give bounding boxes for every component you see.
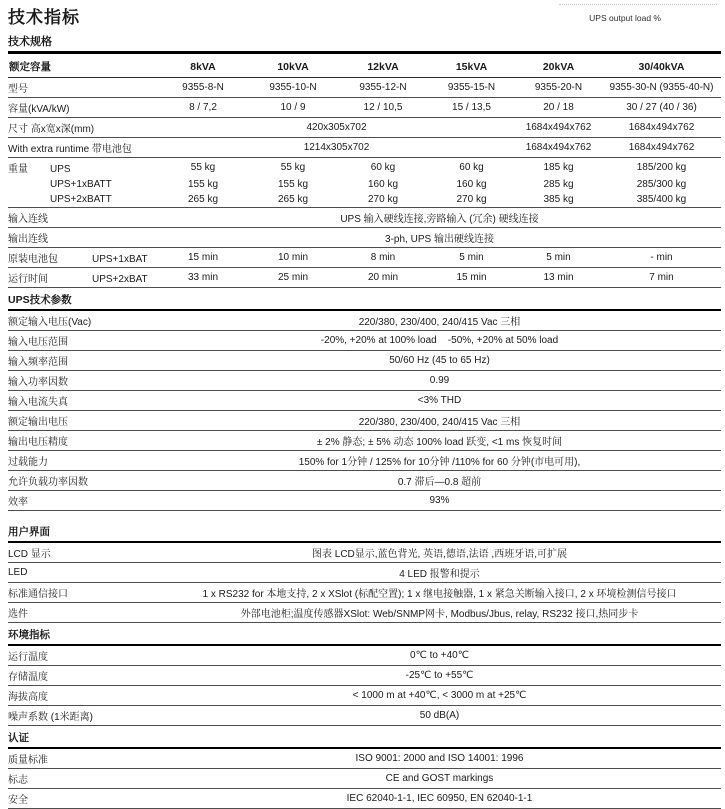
spec-value-cell: UPS 输入硬线连接,旁路输入 (冗余) 硬线连接	[158, 208, 721, 228]
spec-value-cell: 图表 LCD显示,蓝色背光, 英语,德语,法语 ,西班牙语,可扩展	[158, 542, 721, 563]
row-label-text: 存储温度	[8, 672, 48, 683]
spec-value-cell: 1684x494x762	[602, 138, 721, 158]
row-label	[8, 268, 158, 288]
spec-row	[8, 177, 721, 192]
spec-value-cell: -25℃ to +55℃	[158, 666, 721, 686]
spec-row	[8, 228, 721, 248]
spec-row	[8, 583, 721, 603]
spec-value-cell: 220/380, 230/400, 240/415 Vac 三相	[158, 411, 721, 431]
spec-row	[8, 542, 721, 563]
spec-value-cell: 12kVA	[338, 56, 428, 78]
row-label	[8, 769, 158, 789]
spec-value-cell: 15kVA	[428, 56, 515, 78]
row-label	[8, 248, 158, 268]
spec-row	[8, 748, 721, 769]
spec-value-cell: 外部电池柜;温度传感器XSlot: Web/SNMP网卡, Modbus/Jbus, relay, RS232 接口,热同步卡	[158, 603, 721, 623]
spec-value-cell: 8 min	[338, 248, 428, 268]
spec-value-cell: 160 kg	[456, 179, 487, 190]
spec-value-cell: 1684x494x762	[515, 118, 602, 138]
row-label-text: 尺寸 高x宽x深(mm)	[8, 124, 95, 135]
row-label	[8, 583, 158, 603]
spec-row	[8, 118, 721, 138]
spec-value-cell: 3-ph, UPS 输出硬线连接	[158, 228, 721, 248]
row-label-text: 额定输入电压(Vac)	[8, 317, 92, 328]
spec-value-cell: 5 min	[515, 248, 602, 268]
spec-value-cell: < 1000 m at +40℃, < 3000 m at +25℃	[158, 686, 721, 706]
row-sublabel-text: UPS+1xBATT	[50, 179, 112, 190]
row-label	[8, 351, 158, 371]
spec-value-cell: 15 min	[428, 268, 515, 288]
row-label	[8, 471, 158, 491]
spec-value-cell: 50 dB(A)	[158, 706, 721, 726]
spec-value-cell: 7 min	[602, 268, 721, 288]
spec-row	[8, 158, 721, 178]
spec-value-cell: 150% for 1分钟 / 125% for 10分钟 /110% for 60 分钟(市电可用),	[158, 451, 721, 471]
spec-row	[8, 371, 721, 391]
spec-value-cell: 20 min	[338, 268, 428, 288]
row-label	[8, 666, 158, 686]
spec-value-cell: 5 min	[428, 248, 515, 268]
spec-value-cell: CE and GOST markings	[158, 769, 721, 789]
row-label-text: 型号	[8, 84, 28, 95]
row-label-text: 输出电压精度	[8, 437, 68, 448]
row-label	[8, 563, 158, 583]
spec-value-cell: 60 kg	[459, 162, 484, 173]
spec-row	[8, 208, 721, 228]
spec-value-cell: 155 kg	[277, 179, 309, 190]
section-title: UPS技术参数	[8, 288, 721, 311]
row-label-text: 噪声系数 (1米距离)	[8, 712, 93, 723]
row-label	[8, 118, 158, 138]
row-label	[8, 789, 158, 809]
spec-value-cell: 185/200 kg	[636, 162, 687, 173]
spec-value-cell: 9355-10-N	[248, 78, 338, 98]
row-label-text: 标志	[8, 775, 28, 786]
spec-value-cell: 15 min	[158, 248, 248, 268]
row-label	[8, 177, 158, 192]
spec-row	[8, 603, 721, 623]
row-label-text: 输入连线	[8, 214, 48, 225]
section-title: 认证	[8, 726, 721, 749]
spec-value-cell: 0℃ to +40℃	[158, 645, 721, 666]
spec-value-cell: 420x305x702	[158, 118, 515, 138]
spec-value-cell: 1684x494x762	[515, 138, 602, 158]
row-label	[8, 748, 158, 769]
chart-remnant-dotted-line	[559, 4, 717, 5]
row-label	[8, 228, 158, 248]
row-label	[8, 192, 158, 208]
spec-value-cell: 93%	[158, 491, 721, 511]
spec-row	[8, 563, 721, 583]
spec-row	[8, 471, 721, 491]
spec-value-cell: 285 kg	[543, 179, 574, 190]
spec-value-cell: ± 2% 静态; ± 5% 动态 100% load 跃变, <1 ms 恢复时间	[158, 431, 721, 451]
row-label	[8, 310, 158, 331]
spec-value-cell: 1684x494x762	[602, 118, 721, 138]
row-label-text: 输入功率因数	[8, 377, 68, 388]
spec-value-cell: 1 x RS232 for 本地支持, 2 x XSlot (标配空置); 1 x 继电接触器, 1 x 紧急关断输入接口, 2 x 环境检测信号接口	[158, 583, 721, 603]
row-label	[8, 411, 158, 431]
spec-value-cell: 220/380, 230/400, 240/415 Vac 三相	[158, 310, 721, 331]
spec-value-cell: <3% THD	[158, 391, 721, 411]
spec-value-cell: 285/300 kg	[636, 179, 687, 190]
row-label	[8, 138, 158, 158]
spec-value-cell: 270 kg	[338, 192, 428, 208]
row-label-text: 海拔高度	[8, 692, 48, 703]
row-label	[8, 98, 158, 118]
row-label-text: 原装电池包	[8, 254, 58, 265]
spec-row	[8, 310, 721, 331]
row-label-text: 输入电流失真	[8, 397, 68, 408]
spec-value-cell: 12 / 10,5	[338, 98, 428, 118]
row-label-text: 效率	[8, 497, 28, 508]
row-label-text: 输入频率范围	[8, 357, 68, 368]
spec-value-cell: 10 min	[248, 248, 338, 268]
row-label-text: 允许负载功率因数	[8, 477, 88, 488]
spec-value-cell: 50/60 Hz (45 to 65 Hz)	[158, 351, 721, 371]
spec-row	[8, 268, 721, 288]
section-header-row	[8, 511, 721, 543]
spec-value-cell: - min	[602, 248, 721, 268]
row-label-text: LCD 显示	[8, 549, 51, 560]
spec-value-cell: 155 kg	[187, 179, 219, 190]
spec-row	[8, 391, 721, 411]
row-label	[8, 158, 158, 178]
spec-row	[8, 78, 721, 98]
spec-table	[8, 56, 721, 809]
spec-value-cell: 8kVA	[158, 56, 248, 78]
spec-value-cell: 0.99	[158, 371, 721, 391]
row-label-text: 运行温度	[8, 652, 48, 663]
row-label-text: 质量标准	[8, 755, 48, 766]
row-label-text: LED	[8, 567, 28, 578]
spec-value-cell: 30 / 27 (40 / 36)	[602, 98, 721, 118]
spec-value-cell: 10kVA	[248, 56, 338, 78]
row-label	[8, 542, 158, 563]
spec-row	[8, 706, 721, 726]
row-label-text: 额定输出电压	[8, 417, 68, 428]
spec-value-cell: 160 kg	[367, 179, 399, 190]
row-label	[8, 491, 158, 511]
section-title: 用户界面	[8, 511, 721, 543]
row-label	[8, 645, 158, 666]
ups-output-load-note: UPS output load %	[589, 13, 661, 23]
spec-row	[8, 351, 721, 371]
spec-value-cell: ISO 9001: 2000 and ISO 14001: 1996	[158, 748, 721, 769]
section-header-row	[8, 623, 721, 646]
page-subtitle: 技术规格	[8, 33, 721, 54]
row-label	[8, 686, 158, 706]
section-header-row	[8, 726, 721, 749]
row-label	[8, 331, 158, 351]
spec-value-cell: 13 min	[515, 268, 602, 288]
row-label-text: 重量	[8, 164, 28, 175]
row-label	[8, 56, 158, 78]
spec-row	[8, 331, 721, 351]
spec-value-cell: 20 / 18	[515, 98, 602, 118]
spec-row	[8, 769, 721, 789]
spec-row	[8, 411, 721, 431]
spec-value-cell: 265 kg	[248, 192, 338, 208]
row-sublabel-text: UPS+2xBATT	[50, 194, 112, 205]
row-label	[8, 431, 158, 451]
row-label	[8, 451, 158, 471]
section-title: 环境指标	[8, 623, 721, 646]
spec-row	[8, 789, 721, 809]
row-label-text: 标准通信接口	[8, 589, 68, 600]
row-label-text: 选件	[8, 609, 28, 620]
section-header-row	[8, 288, 721, 311]
row-label	[8, 391, 158, 411]
spec-value-cell: 265 kg	[158, 192, 248, 208]
spec-row	[8, 666, 721, 686]
spec-row	[8, 248, 721, 268]
spec-value-cell: 9355-8-N	[158, 78, 248, 98]
spec-value-cell: 60 kg	[370, 162, 396, 173]
spec-value-cell: 30/40kVA	[602, 56, 721, 78]
row-label	[8, 371, 158, 391]
spec-row	[8, 491, 721, 511]
row-label-text: 输出连线	[8, 234, 48, 245]
spec-row	[8, 431, 721, 451]
spec-value-cell: 185 kg	[543, 162, 574, 173]
row-label-text: 容量(kVA/kW)	[8, 104, 70, 115]
row-label-text: 输入电压范围	[8, 337, 68, 348]
spec-row	[8, 686, 721, 706]
spec-value-cell: 55 kg	[280, 162, 306, 173]
spec-value-cell: 9355-30-N (9355-40-N)	[602, 78, 721, 98]
row-label	[8, 706, 158, 726]
spec-row	[8, 98, 721, 118]
spec-value-cell: 33 min	[158, 268, 248, 288]
spec-row	[8, 451, 721, 471]
row-label-text: 过载能力	[8, 457, 48, 468]
spec-value-cell: -20%, +20% at 100% load -50%, +20% at 50% load	[158, 331, 721, 351]
row-label	[8, 603, 158, 623]
row-label	[8, 78, 158, 98]
spec-row	[8, 192, 721, 208]
row-label-text: 额定容量	[9, 61, 51, 73]
spec-row	[8, 645, 721, 666]
spec-value-cell: 4 LED 报警和提示	[158, 563, 721, 583]
row-sublabel-text: UPS+1xBAT	[92, 254, 148, 265]
spec-value-cell: 9355-12-N	[338, 78, 428, 98]
spec-value-cell: 9355-20-N	[515, 78, 602, 98]
row-sublabel-text: UPS+2xBAT	[92, 274, 148, 285]
spec-value-cell: 20kVA	[515, 56, 602, 78]
spec-value-cell: 270 kg	[428, 192, 515, 208]
row-label-text: 安全	[8, 795, 28, 806]
spec-value-cell: 25 min	[248, 268, 338, 288]
row-label	[8, 208, 158, 228]
spec-row	[8, 138, 721, 158]
spec-value-cell: 1214x305x702	[158, 138, 515, 158]
column-header-row	[8, 56, 721, 78]
page-title: 技术指标	[8, 8, 80, 27]
spec-value-cell: 55 kg	[190, 162, 216, 173]
spec-value-cell: 0.7 滞后—0.8 超前	[158, 471, 721, 491]
row-label-text: 运行时间	[8, 274, 48, 285]
spec-value-cell: 385/400 kg	[602, 192, 721, 208]
spec-value-cell: 8 / 7,2	[158, 98, 248, 118]
spec-value-cell: 385 kg	[515, 192, 602, 208]
spec-value-cell: IEC 62040-1-1, IEC 60950, EN 62040-1-1	[158, 789, 721, 809]
row-sublabel-text: UPS	[50, 164, 71, 175]
spec-value-cell: 15 / 13,5	[428, 98, 515, 118]
row-label-text: With extra runtime 带电池包	[8, 144, 132, 155]
spec-value-cell: 10 / 9	[248, 98, 338, 118]
spec-value-cell: 9355-15-N	[428, 78, 515, 98]
